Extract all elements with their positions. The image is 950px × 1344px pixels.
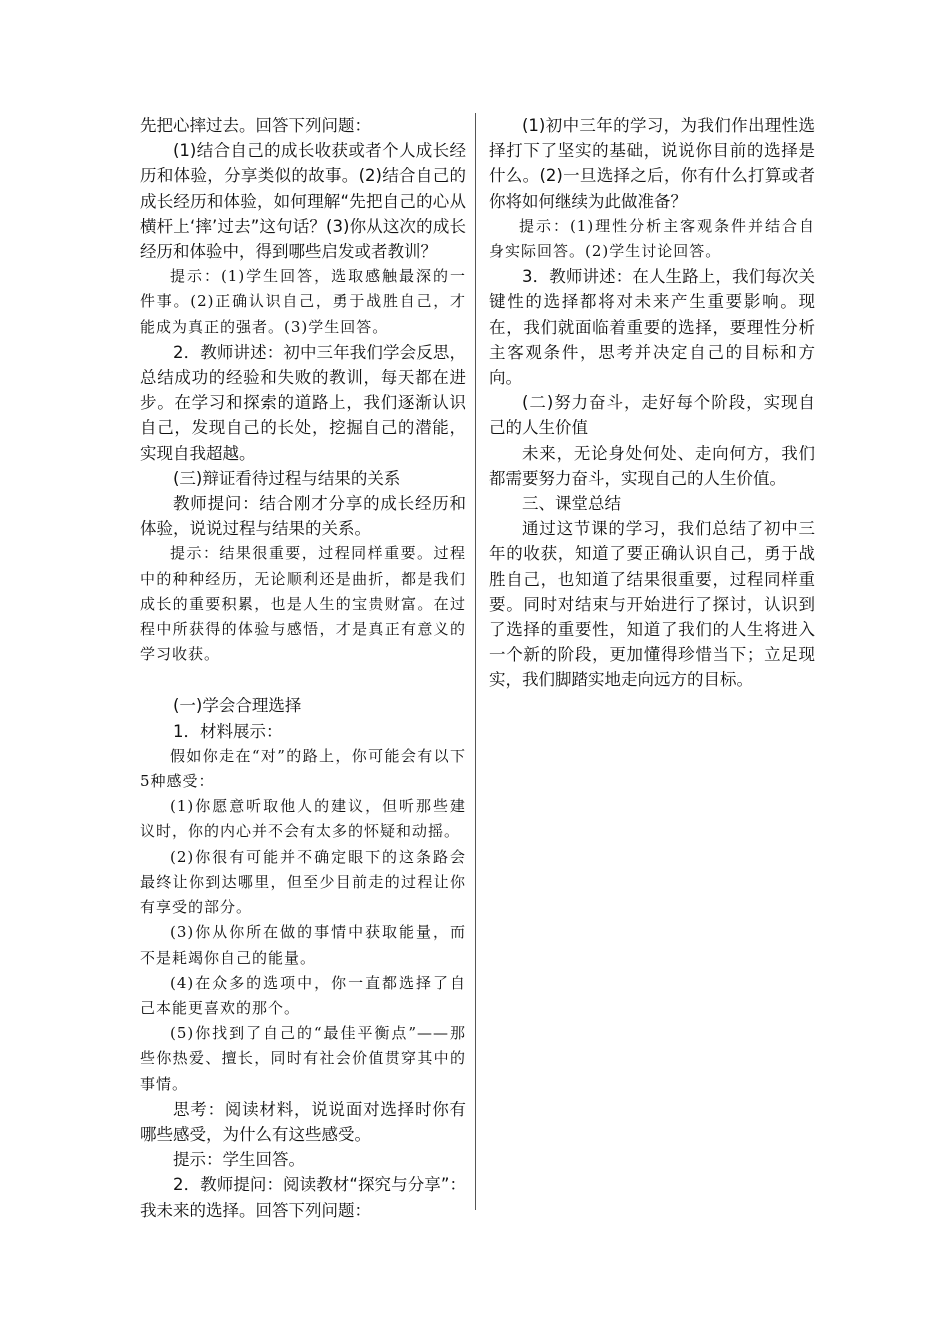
material-paragraph: 假如你走在“对”的路上，你可能会有以下5种感受： xyxy=(140,746,466,791)
spacer xyxy=(140,667,466,693)
paragraph: (1)初中三年的学习，为我们作出理性选择打下了坚实的基础，说说你目前的选择是什么。(2)一旦选择之后，你有什么打算或者你将如何继续为此做准备？ xyxy=(489,116,815,211)
paragraph: 思考：阅读材料，说说面对选择时你有哪些感受，为什么有这些感受。 xyxy=(140,1099,466,1144)
section-heading: (一)学会合理选择 xyxy=(173,696,302,716)
paragraph: 2．教师提问：阅读教材“探究与分享”：我未来的选择。回答下列问题： xyxy=(140,1175,466,1220)
right-column xyxy=(489,113,815,693)
section-heading: 三、课堂总结 xyxy=(522,494,621,514)
paragraph: 通过这节课的学习，我们总结了初中三年的收获，知道了要正确认识自己，勇于战胜自己，也知道了结果很重要，过程同样重要。同时对结束与开始进行了探讨，认识到了选择的重要性，知道了我们的人生将进入一个新的阶段，更加懂得珍惜当下；立足现实，我们脚踏实地走向远方的目标。 xyxy=(489,519,815,690)
paragraph: 提示：学生回答。 xyxy=(173,1150,305,1170)
hint-paragraph: 提示：结果很重要，过程同样重要。过程中的种种经历，无论顺利还是曲折，都是我们成长的重要积累，也是人生的宝贵财富。在过程中所获得的体验与感悟，才是真正有意义的学习收获。 xyxy=(140,544,466,664)
section-heading: (二)努力奋斗，走好每个阶段，实现自己的人生价值 xyxy=(489,393,815,438)
material-paragraph: (4)在众多的选项中，你一直都选择了自己本能更喜欢的那个。 xyxy=(140,973,466,1017)
paragraph: 2．教师讲述：初中三年我们学会反思，总结成功的经验和失败的教训，每天都在进步。在学习和探索的道路上，我们逐渐认识自己，发现自己的长处，挖掘自己的潜能，实现自我超越。 xyxy=(140,342,466,463)
paragraph: 先把心摔过去。回答下列问题： xyxy=(140,116,371,135)
material-paragraph: (5)你找到了自己的“最佳平衡点”——那些你热爱、擅长，同时有社会价值贯穿其中的事情。 xyxy=(140,1024,466,1093)
paragraph: 未来，无论身处何处、走向何方，我们都需要努力奋斗，实现自己的人生价值。 xyxy=(489,443,815,488)
column-divider xyxy=(475,113,476,1210)
material-paragraph: (2)你很有可能并不确定眼下的这条路会最终让你到达哪里，但至少目前走的过程让你有享受的部分。 xyxy=(140,847,466,917)
hint-paragraph: 提示：(1)理性分析主客观条件并结合自身实际回答。(2)学生讨论回答。 xyxy=(489,216,815,261)
paragraph: 教师提问：结合刚才分享的成长经历和体验，说说过程与结果的关系。 xyxy=(140,494,466,539)
paragraph: 1．材料展示： xyxy=(173,721,283,741)
hint-paragraph: 提示：(1)学生回答，选取感触最深的一件事。(2)正确认识自己，勇于战胜自己，才能成为真正的强者。(3)学生回答。 xyxy=(140,267,466,336)
material-paragraph: (1)你愿意听取他人的建议，但听那些建议时，你的内心并不会有太多的怀疑和动摇。 xyxy=(140,797,466,841)
material-paragraph: (3)你从你所在做的事情中获取能量，而不是耗竭你自己的能量。 xyxy=(140,923,466,967)
paragraph: 3．教师讲述：在人生路上，我们每次关键性的选择都将对未来产生重要影响。现在，我们就面临着重要的选择，要理性分析主客观条件，思考并决定自己的目标和方向。 xyxy=(489,267,815,388)
paragraph: (1)结合自己的成长收获或者个人成长经历和体验，分享类似的故事。(2)结合自己的成长经历和体验，如何理解“先把自己的心从横杆上‘摔’过去”这句话？(3)你从这次的成长经历和体验中，得到哪些启发或者教训？ xyxy=(140,141,466,262)
left-column xyxy=(140,113,466,1223)
section-heading: (三)辩证看待过程与结果的关系 xyxy=(173,468,401,488)
